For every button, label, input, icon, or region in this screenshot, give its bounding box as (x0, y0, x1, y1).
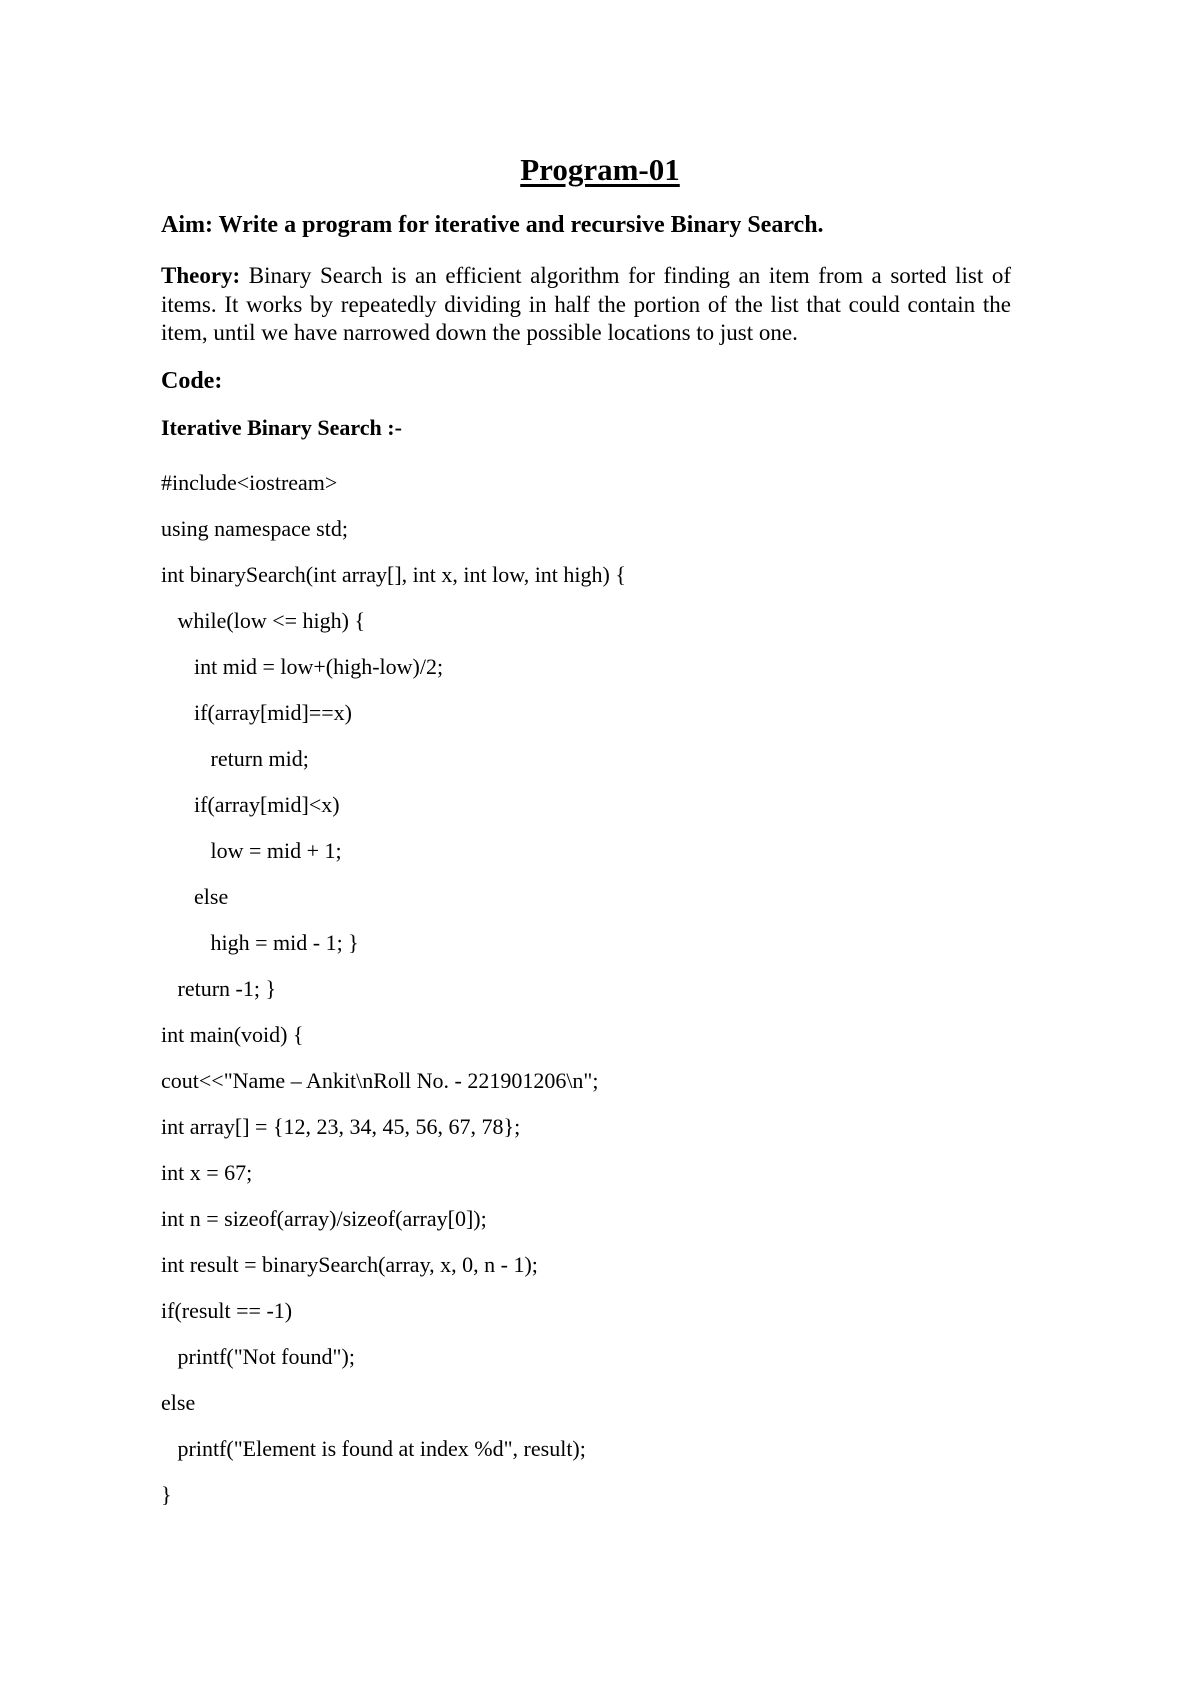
code-line: if(array[mid]==x) (161, 700, 352, 725)
page-title-text: Program-01 (520, 152, 680, 187)
code-line: int array[] = {12, 23, 34, 45, 56, 67, 78}; (161, 1114, 521, 1139)
aim-statement: Aim: Write a program for iterative and recursive Binary Search. (161, 212, 824, 238)
code-line: int binarySearch(int array[], int x, int low, int high) { (161, 562, 626, 587)
code-line: else (161, 1390, 196, 1415)
code-line: cout<<"Name – Ankit\nRoll No. - 221901206\n"; (161, 1068, 599, 1093)
code-line: while(low <= high) { (161, 608, 366, 633)
iterative-heading: Iterative Binary Search :- (161, 415, 402, 440)
code-line: using namespace std; (161, 516, 348, 541)
theory-label: Theory: (161, 263, 241, 288)
code-line: if(array[mid]<x) (161, 792, 340, 817)
code-line: int x = 67; (161, 1160, 253, 1185)
code-line: printf("Element is found at index %d", result); (161, 1436, 586, 1461)
code-line: if(result == -1) (161, 1298, 293, 1323)
code-heading: Code: (161, 368, 223, 394)
code-line: int main(void) { (161, 1022, 304, 1047)
theory-text: Binary Search is an efficient algorithm for finding an item from a sorted list of items. It works by repeatedly dividing in half the portion of the list that could contain the item, until we have narrowed down the possible locations to just one. (161, 263, 1011, 345)
code-line: } (161, 1482, 172, 1507)
page-title (0, 152, 1200, 188)
code-line: int mid = low+(high-low)/2; (161, 654, 444, 679)
code-listing (161, 460, 626, 1518)
code-line: low = mid + 1; (161, 838, 342, 863)
code-line: printf("Not found"); (161, 1344, 355, 1369)
code-line: int result = binarySearch(array, x, 0, n - 1); (161, 1252, 538, 1277)
theory-paragraph (161, 262, 1011, 348)
code-line: high = mid - 1; } (161, 930, 359, 955)
code-line: return -1; } (161, 976, 277, 1001)
code-line: return mid; (161, 746, 309, 771)
code-line: else (161, 884, 229, 909)
code-line: #include<iostream> (161, 470, 338, 495)
code-line: int n = sizeof(array)/sizeof(array[0]); (161, 1206, 487, 1231)
